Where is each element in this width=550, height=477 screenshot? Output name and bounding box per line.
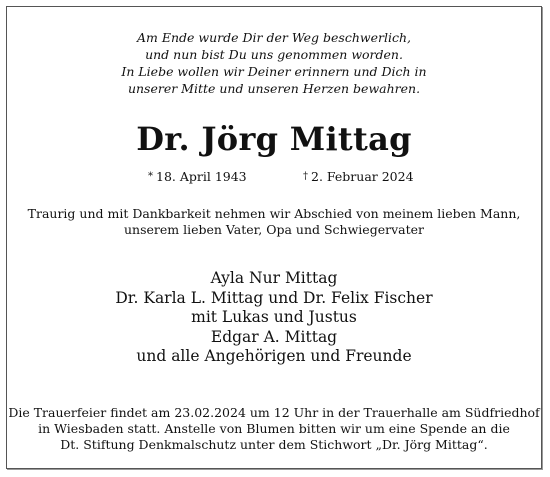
mourners-list [7, 269, 541, 367]
birth-date [148, 169, 247, 185]
poem-line: In Liebe wollen wir Deiner erinnern und Dich in [121, 64, 427, 79]
birth-date-text: 18. April 1943 [156, 169, 247, 184]
service-line: in Wiesbaden statt. Anstelle von Blumen bitten wir um eine Spende an die [38, 421, 510, 436]
farewell-line: Traurig und mit Dankbarkeit nehmen wir Abschied von meinem lieben Mann, [27, 206, 521, 221]
mourner-line: Dr. Karla L. Mittag und Dr. Felix Fischer [115, 288, 433, 307]
death-date-text: 2. Februar 2024 [311, 169, 414, 184]
farewell-line: unserem lieben Vater, Opa und Schwiegervater [124, 222, 424, 237]
service-line: Dt. Stiftung Denkmalschutz unter dem Stichwort „Dr. Jörg Mittag“. [60, 437, 488, 452]
death-date [303, 169, 414, 185]
service-notice [7, 405, 541, 453]
obituary-frame [6, 6, 542, 469]
mourner-line: Ayla Nur Mittag [210, 269, 338, 287]
service-line: Die Trauerfeier findet am 23.02.2024 um 12 Uhr in der Trauerhalle am Südfriedhof [8, 405, 540, 420]
birth-symbol: * [148, 171, 153, 182]
death-symbol: † [303, 171, 308, 182]
mourner-line: mit Lukas und Justus [191, 308, 357, 326]
deceased-name: Dr. Jörg Mittag [136, 120, 412, 158]
poem-line: unserer Mitte und unseren Herzen bewahren. [127, 81, 421, 96]
mourner-line: und alle Angehörigen und Freunde [136, 347, 412, 365]
poem-line: Am Ende wurde Dir der Weg beschwerlich, [137, 30, 411, 45]
memorial-poem [7, 29, 541, 97]
farewell-text [7, 206, 541, 238]
poem-line: und nun bist Du uns genommen worden. [145, 47, 403, 62]
mourner-line: Edgar A. Mittag [210, 327, 338, 346]
